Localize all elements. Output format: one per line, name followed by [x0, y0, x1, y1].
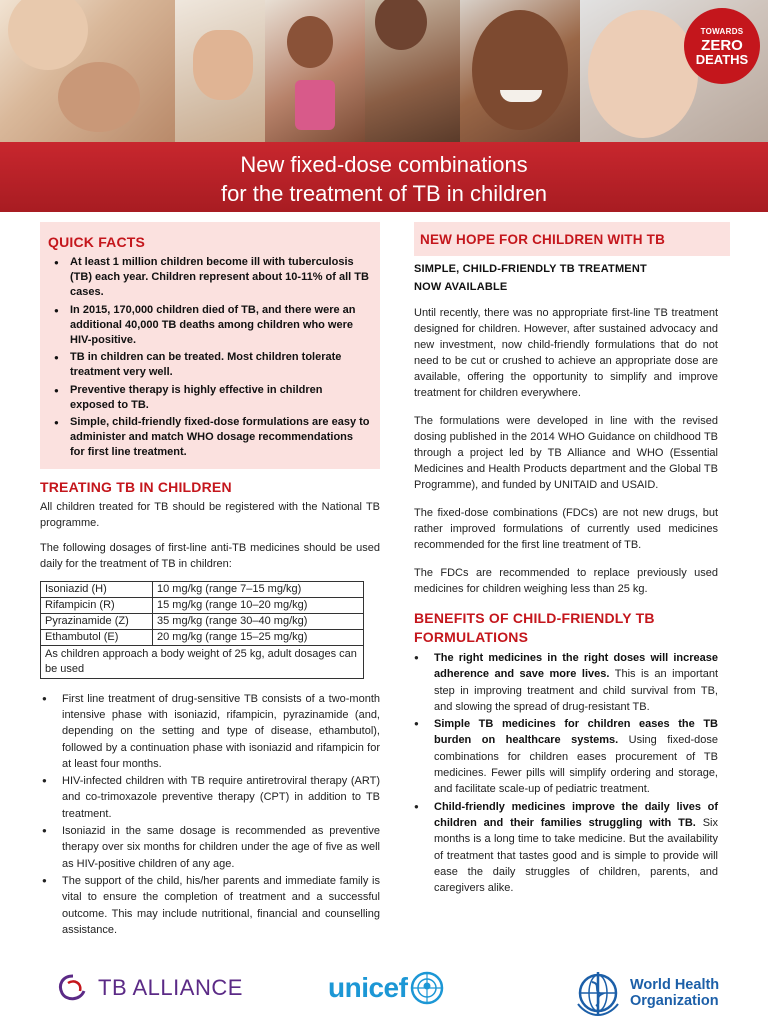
drug-cell: Pyrazinamide (Z) [41, 613, 153, 629]
benefits-heading-line-2: FORMULATIONS [414, 629, 529, 645]
list-item [414, 799, 718, 897]
table-note-cell: As children approach a body weight of 25 kg, adult dosages can be used [41, 645, 364, 678]
list-item: ● Isoniazid in the same dosage is recommended as preventive therapy over six months for children under the age of five as well as HIV-positive children of any age. [40, 823, 380, 872]
new-hope-para-1: Until recently, there was no appropriate first-line TB treatment designed for children. However, after sustained advocacy and new investment, now child-friendly formulations that do not need to be cut or crushed to achieve an appropriate dose are available, offering the opportunity to simplify and improve treatment for children everywhere. [414, 307, 718, 399]
drug-cell: Ethambutol (E) [41, 629, 153, 645]
left-column [40, 222, 380, 939]
benefit-text: Six months is a long time to take medicine. But the availability of treatment that tastes good and is simple to provide will ease the daily struggles of children, parents, and caregivers alike. [434, 816, 718, 895]
benefit-bold: The right medicines in the right doses will increase adherence and save more lives. [434, 652, 718, 681]
photo-open-hand [175, 0, 265, 142]
table-row [41, 613, 364, 629]
subheading-line-2: NOW AVAILABLE [414, 281, 508, 293]
dose-cell: 10 mg/kg (range 7–15 mg/kg) [153, 581, 364, 597]
who-text [630, 977, 719, 1009]
dose-cell: 35 mg/kg (range 30–40 mg/kg) [153, 613, 364, 629]
treating-heading: TREATING TB IN CHILDREN [40, 478, 232, 495]
treating-para-1: All children treated for TB should be registered with the National TB programme. [40, 500, 380, 529]
who-text-line-2: Organization [630, 993, 719, 1009]
quick-fact-item: ● At least 1 million children become ill with tuberculosis (TB) each year. Children represent about 10-11% of all TB cases. [48, 255, 370, 301]
new-hope-box [414, 222, 730, 256]
tb-alliance-text: TB ALLIANCE [98, 975, 243, 1000]
benefits-heading [414, 609, 718, 647]
photo-boy [580, 0, 768, 142]
unicef-emblem-icon [409, 970, 445, 1006]
photo-caregiver [365, 0, 460, 142]
footer-logos [0, 968, 768, 1024]
photo-smiling-child [460, 0, 580, 142]
benefit-text: This is an important step in improving treatment and child survival from TB, and slowing the spread of drug-resistant TB. [434, 668, 719, 713]
title-line-2: for the treatment of TB in children [220, 181, 548, 206]
quick-fact-item: ● In 2015, 170,000 children died of TB, and there were an additional 40,000 TB deaths among children who were HIV-positive. [48, 303, 370, 349]
who-text-line-1: World Health [630, 977, 720, 993]
table-row [41, 629, 364, 645]
drug-cell: Rifampicin (R) [41, 597, 153, 613]
treating-para-2: The following dosages of first-line anti-TB medicines should be used daily for the treatment of TB in children: [40, 541, 380, 570]
dose-cell: 15 mg/kg (range 10–20 mg/kg) [153, 597, 364, 613]
unicef-text: unicef [328, 972, 408, 1003]
table-row [41, 597, 364, 613]
tb-alliance-swirl-icon [56, 973, 90, 1003]
drug-cell: Isoniazid (H) [41, 581, 153, 597]
title-band [0, 142, 768, 212]
list-item [414, 716, 718, 797]
quick-fact-item: ● Preventive therapy is highly effective in children exposed to TB. [48, 383, 370, 413]
benefit-bold: Simple TB medicines for children eases the TB burden on healthcare systems. [434, 718, 718, 747]
list-item [414, 650, 718, 715]
title-line-1: New fixed-dose combinations [240, 152, 528, 177]
tb-alliance-logo [56, 973, 243, 1003]
benefits-list [414, 650, 718, 896]
new-hope-para-3: The fixed-dose combinations (FDCs) are not new drugs, but rather improved formulations of currently used medicines recommended for the first line treatment of TB. [414, 507, 718, 551]
who-emblem-icon [572, 968, 624, 1018]
subheading-line-1: SIMPLE, CHILD-FRIENDLY TB TREATMENT [414, 263, 647, 275]
list-item: ● The support of the child, his/her parents and immediate family is vital to ensure the completion of treatment and a successful outcome. This may include nutritional, financial and counselling assistance. [40, 873, 380, 938]
benefit-bold: Child-friendly medicines improve the daily lives of children and their families struggling with TB. [434, 800, 718, 829]
new-hope-para-4: The FDCs are recommended to replace previously used medicines for children weighing less than 25 kg. [414, 567, 718, 595]
header-photo-strip [0, 0, 768, 142]
quick-facts-heading: QUICK FACTS [48, 234, 146, 250]
table-row [41, 581, 364, 597]
unicef-logo [328, 970, 445, 1006]
table-row [41, 645, 364, 678]
who-logo [572, 968, 719, 1018]
new-hope-heading: NEW HOPE FOR CHILDREN WITH TB [420, 232, 666, 247]
treating-bullets [40, 691, 380, 938]
list-item: ● HIV-infected children with TB require antiretroviral therapy (ART) and co-trimoxazole preventive therapy (CPT) in addition to TB treatment. [40, 773, 380, 822]
quick-facts-box [40, 222, 380, 469]
list-item: ● First line treatment of drug-sensitive TB consists of a two-month intensive phase with isoniazid, rifampicin, pyrazinamide (and, depending on the setting and type of disease, ethambutol), followed by a continuation phase with isoniazid and rifampicin for at least four months. [40, 691, 380, 772]
quick-fact-item: ● TB in children can be treated. Most children tolerate treatment very well. [48, 350, 370, 380]
new-hope-subheading [414, 260, 718, 296]
photo-mother-and-baby [0, 0, 175, 142]
right-column [414, 222, 718, 897]
dose-cell: 20 mg/kg (range 15–25 mg/kg) [153, 629, 364, 645]
towards-zero-deaths-badge: TOWARDS ZERO DEATHS [684, 8, 760, 84]
quick-fact-item: ● Simple, child-friendly fixed-dose formulations are easy to administer and match WHO dosage recommendations for first line treatment. [48, 415, 370, 461]
photo-girl-taking-medicine [265, 0, 365, 142]
benefits-heading-line-1: BENEFITS OF CHILD-FRIENDLY TB [414, 610, 655, 626]
new-hope-para-2: The formulations were developed in line with the revised dosing published in the 2014 WHO Guidance on childhood TB through a project led by TB Alliance and WHO (Essential Medicines and Health Products department and the Global TB Programme), and funded by UNITAID and USAID. [414, 415, 718, 491]
dosage-table [40, 581, 364, 679]
benefit-text: Using fixed-dose combinations for children eases procurement of TB medicines. Fewer pills will simplify ordering and storage, and facilitate scale-up of pediatric treatment. [434, 734, 718, 796]
quick-facts-list [48, 255, 370, 461]
